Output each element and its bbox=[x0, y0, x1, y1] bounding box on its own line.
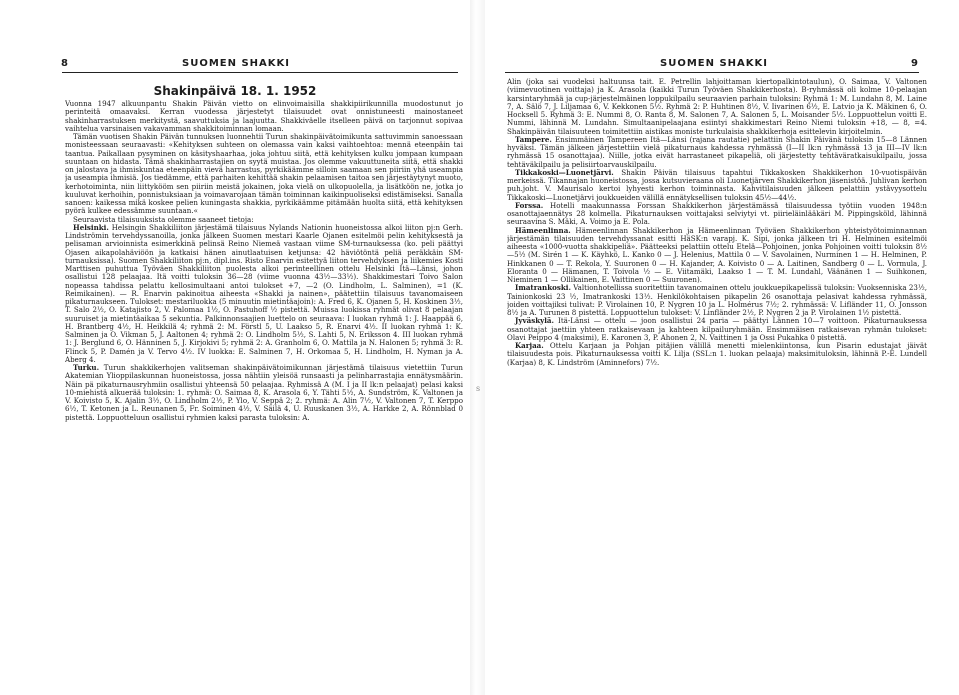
paragraph bbox=[507, 284, 927, 317]
paragraph-text: Hämeenlinnan Shakkikerhon ja Hämeenlinnan Työväen Shakkikerhon yhteistyötoiminnannan järjestämän tilaisuuden tervehdyssanat esitti HäSK:n varapj. K. Sipi, jonka jälkeen tri H. Helminen esitelmöi aiheesta «1000-vuotta shakkipeliä». Päätteeksi pelattiin ottelu Etelä—Pohjoinen, jonka Pohjoinen voitti tuloksin 8½—5½ (M. Sirén 1 — K. Käyhkö, L. Kanko 0 — J. Helenius, Mattila 0 — V. Savolainen, Nurminen 1 — H. Helminen, P. Hinkkanen 0 — T. Rekola, Y. Suuronen 0 — H. Kajander, A. Koivisto 0 — A. Laitinen, Sandberg 0 — L. Vormula, J. Eloranta 0 — Hämanen, T. Toivola ½ — E. Viitamäki, Laakso 1 — T. M. Lundahl, Väänänen 1 — Suihkonen, Nieminen 1 — Ollikainen, E. Vaittinen 0 — Suuronen). bbox=[507, 225, 927, 284]
paragraph bbox=[507, 342, 927, 367]
section-heading: Tikkakoski—Luonetjärvi. bbox=[515, 167, 614, 177]
paragraph-text: Alin (joka sai vuodeksi haltuunsa tait. E. Petrellin lahjoittaman kiertopalkintotaulun), O. Saimaa, V. Valtonen (viimevuotinen voittaja) ja K. Arasola (kaikki Turun Työväen Shakkikerhosta). B-ryhmässä oli kolme 10-pelaajan karsintaryhmää ja cup-järjestelmäinen loppukilpailu seuraavien parhain tuloksin: Ryhmä 1: M. Lundahn 8, M. Laine 7, A. Sälö 7, J. Liljamaa 6, V. Kekkonen 5½. Ryhmä 2: P. Huhtinen 8½, V. Iivarinen 6½, E. Latvio ja K. Mäkinen 6, O. Hocksell 5. Ryhmä 3: E. Nummi 8, O. Ranta 8, M. Salonen 7, A. Salonen 5, L. Moisander 5½. Loppuottelun voitti E. Nummi, lähinnä M. Lundahn. Simultaanipelaajana esiintyi shakkimestari Reino Niemi tuloksin +18, — 8, =4. Shakinpäivän tilaisuuteen toimitettiin aistikas moniste turkulaisia shakkikerhoja esittelevin kirjoitelmin. bbox=[507, 78, 927, 136]
paragraph bbox=[507, 136, 927, 169]
right-page bbox=[485, 0, 959, 695]
paragraph-text: Hotelli maakunnassa Forssan Shakkikerhon järjestämässä tilaisuudessa työtiin vuoden 1948:n osanottajaennätys 28 kolmella. Pikaturnauksen voittajaksi selviytyi vt. piirieläinlääkäri M. Pippingsköld, lähinnä seuraavina S. Mäki, A. Voimo ja E. Pola. bbox=[507, 200, 927, 227]
running-title-left: SUOMEN SHAKKI bbox=[182, 58, 290, 69]
section-heading: Helsinki. bbox=[73, 222, 109, 232]
paragraph bbox=[65, 224, 463, 364]
paragraph bbox=[507, 202, 927, 227]
paragraph bbox=[507, 227, 927, 285]
right-text-column bbox=[507, 78, 927, 690]
paragraph bbox=[65, 364, 463, 422]
left-text-column bbox=[65, 100, 463, 690]
paragraph-text: Turun shakkikerhojen valitseman shakinpäivätoimikunnan järjestämä tilaisuus vietettiin Turun Akatemian Ylioppilaskunnan huoneistossa, jossa nähtiin yleisöä runsaasti ja pelinharrastajia ennätysmäärin. Näin pä pikaturnausryhmiin osallistui yhteensä 50 pelaajaa. Ryhmissä A (M. I ja II lk:n pelaajat) pelasi kaksi 10-miehistä alkuerää tuloksin: 1. ryhmä: O. Saimaa 8, K. Arasola 6, Y. Tähti 5½, A. Sundström, K. Valtonen ja V. Koivisto 5, K. Ajalin 3½, O. Lindholm 2½, P. Ylo, V. Seppä 2; 2. ryhmä: A. Alin 7½, V. Valtonen 7, T. Kerppo 6½, T. Ketonen ja L. Reunanen 5, Fr. Soiminen 4½, V. Säilä 4, U. Ruuskanen 3½, A. Harkke 2, A. Rönnblad 0 pistettä. Loppuotteluun osallistui ryhmien kaksi parasta tuloksin: A. bbox=[65, 363, 463, 422]
running-head-right bbox=[505, 58, 919, 73]
paragraph bbox=[65, 133, 463, 216]
section-heading: Tampere. bbox=[515, 134, 552, 144]
page-number-right: 9 bbox=[911, 58, 919, 69]
section-heading: Forssa. bbox=[515, 200, 544, 210]
paragraph-text: Seuraavista tilaisuuksista olemme saaneet tietoja: bbox=[73, 214, 254, 224]
paragraph-text: Vuonna 1947 alkuunpantu Shakin Päivän vietto on elinvoimaisilla shakkipiirikunnilla muodostunut jo perinteitä omaavaksi. Kerran vuodessa järjestetyt tilaisuudet ovat onnistuneesti mainostaneet shakinharrastuksen merkitystä, saavuttuksia ja laajuutta. Shakkiväelle itselleen päivä on tarjonnut sopivaa vaihtelua varsinaisen vakavamman shakkitoiminnan lomaan. bbox=[65, 100, 463, 133]
running-title-right: SUOMEN SHAKKI bbox=[660, 58, 768, 69]
paragraph-text: Valtionhotellissa suoritettiin tavanomainen ottelu joukkuepikapelissä tuloksin: Vuoksenniska 23½, Tainionkoski 23 ½, Imatrankoski 13½. Henkilökohtaisen pikapelin 26 osanottaja pelasivat kahdessa ryhmässä, joiden voittajiksi tulivat: P. Virolainen 10, P. Nygren 10 ja L. Holmérus 7½; 2. ryhmässä: V. Lifländer 11, O. Jonsson 8½ ja A. Turunen 8 pistettä. Loppuottelun tulokset: V. Linfländer 2½, P. Nygren 2 ja P. Virolainen 1½ pistettä. bbox=[507, 283, 927, 317]
paragraph bbox=[507, 169, 927, 202]
section-heading: Hämeenlinna. bbox=[515, 225, 571, 235]
paragraph-text: Shakin Päivän tilaisuus tapahtui Tikkakosken Shakkikerhon 10-vuotispäivän merkeissä. Tikannajan huoneistossa, jossa kutsuvieraana oli Luonetjärven Shakkikerhon jäsenistöä. Juhlivan kerhon puh.joht. V. Maurisalo kertoi lyhyesti kerhon toiminnasta. Kahvitilaisuuden jälkeen pelattiin ystävyysottelu Tikkakoski—Luonetjärvi joukkueiden välillä ennätyksellisen tuloksin 45½—44½. bbox=[507, 167, 927, 202]
paragraph bbox=[65, 100, 463, 133]
paragraph-text: Tämän vuotisen Shakin Päivän tunnuksen luonnehtii Turun shakinpäivätoimikunta sattuvimmin sanoessaan monisteessaan seuraavasti: «Kehityksen suhteen on olemassa vain kaksi vaihtoehtoa: mennä eteenpäin tai taantua. Paikallaan pysyminen on käsityshaarhaa, joka johtuu siitä, että kehityksen kulku jompaan kumpaan suuntaan on hidasta. Tämä shakinharrastajien on syytä muistaa. Jos olemme vakuuttuneita siitä, että shakki on jalostava ja ihmiskuntaa eteenpäin vievä harrastus, pyrkikäämme silloin saamaan sen piiriin yhä useampia ja useampia ihmisiä. Jos tiedämme, että parhaiten kehittää shakin pelaamisen taitoa sen järjestäytynyt muoto, kerhotoiminta, niin liittykööm sen piiriin meistä jokainen, joka vielä on ulkopuolella, ja lisätköön ne, jotka jo kuuluvat kerhoihin, ponnistuksiaan ja voimavarojaan tämän toiminnan kaikinpuoliseksi edistämiseksi. Sanalla sanoen: kaikessa mikä koskee pelien kuningasta shakkia, pyrkikäämme pitämään huolta siitä, että kehityksen pyörä kulkee edessämme suuntaan.« bbox=[65, 132, 463, 216]
page-gutter bbox=[470, 0, 485, 695]
section-heading: Karjaa. bbox=[515, 341, 544, 350]
section-heading: Jyväskylä. bbox=[515, 316, 554, 326]
article-headline: Shakinpäivä 18. 1. 1952 bbox=[153, 84, 317, 98]
section-heading: Imatrankoski. bbox=[515, 283, 571, 293]
paragraph bbox=[507, 317, 927, 342]
section-heading: Turku. bbox=[73, 363, 100, 372]
margin-mark: s bbox=[476, 384, 481, 393]
running-head-left bbox=[62, 58, 458, 73]
page-number-left: 8 bbox=[61, 58, 69, 69]
paragraph-text: Helsingin Shakkiliiton järjestämä tilaisuus Nylands Nationin huoneistossa alkoi liiton pj:n Gerh. Lindströmin tervehdyssanoilla, jonka jälkeen Suomen mestari Kaarle Ojanen esitelmöi pelin kehityksestä ja pelisaman arvioinnista esimerkkinä pelinsä Reino Niemeä vastaan viime SM-turnauksessa (ko. peli päättyi Ojasen aikapolahäviöön ja katkaisi hänen ainutlaatuisen ketjunsa: 42 häviötöntä peliä peräkkäin SM-turnauksissa). Suomen Shakkiliiton pj:n, dipl.ins. Risto Enarvin esitettyä liiton tervehdyksen ja liikemies Kosti Marttisen puhuttua Työväen Shakkiliiton puolesta alkoi perinteellinen ottelu Helsinki Itä—Länsi, johon osallistui 128 pelaajaa. Itä voitti tuloksin 36—28 (viime vuonna 43½—33½). Shakkimestari Toivo Salon nopeassa tahdissa pelattu kellosimultaani antoi tulokset +7, —2 (O. Lindholm, L. Salminen), =1 (K. Reimikainen). — R. Enarvin pakinoitua aiheesta «Shakki ja nainen», päätettiin tilaisuus tavanomaiseen pikaturnaukseen. Tulokset: mestariluokka (5 minuutin mietintäajoin): A. Fred 6, K. Ojanen 5, H. Koskinen 3½, T. Salo 2½, O. Katajisto 2, V. Palomaa 1½, O. Pastuhoff ½ pistettä. Muissa luokissa ryhmät olivat 8 pelaajan suuruiset ja mietintäaikaa 5 sekuntia. Palkinnonsaajien luettelo on seuraava: I luokan ryhmä 1: J. Haappää 6, H. Brantberg 4½, H. Heikkilä 4; ryhmä 2: M. Förstl 5, U. Laakso 5, R. Enarvi 4½. II luokan ryhmä 1: K. Salminen ja O. Vikman 5, J. Aaltonen 4; ryhmä 2: O. Lindholm 5½, S. Lahti 5, N. Eriksson 4. III luokan ryhmä 1: J. Berglund 6, O. Hänninen 5, J. Kirjokivi 5; ryhmä 2: A. Granholm 6, O. Mattila ja N. Halonen 5; ryhmä 3: R. Flinck 5, P. Damén ja V. Tervo 4½. IV luokka: E. Salminen 7, H. Orkomaa 5, H. Lindholm, H. Nyman ja A. Aberg 4. bbox=[65, 222, 463, 364]
paragraph bbox=[507, 78, 927, 136]
left-page bbox=[0, 0, 470, 695]
paragraph-text: Ensimmäinen Tampereen Itä—Länsi (rajana rautatie) pelattiin Shakin Päivänä tuloksin 15—8 Lännen hyväksi. Tämän jälkeen järjestettiin vielä pikaturnaus kahdessa ryhmässä (I—II lk:n ryhmässä 13 ja III—IV lk:n ryhmässä 15 osanottajaa). Niille, jotka eivät harrastaneet pikapeliä, oli järjestetty tehtäväratkaisukilpailu, jossa tehtäväkilpailu ja pelisiirtoarvauskilpailu. bbox=[507, 134, 927, 169]
paragraph-text: Itä-Länsi — ottelu — joon osallistui 24 paria — päättyi Lännen 10—7 voittoon. Pikaturnauksessa osanottajat jaettiin yhteen ratkaisevaan ja kahteen kilpailuryhmään. Ensimmäisen ratkaisevan ryhmän tulokset: Olavi Peippo 4 (maksimi), E. Karonen 3, P. Ahonen 2, N. Vaittinen 1 ja Ossi Pukahka 0 pistettä. bbox=[507, 316, 927, 342]
paragraph-text: Ottelu Karjaan ja Pohjan pitäjien välillä menetti mielenkiintonsa, kun Pisarin edustajat jäivät tilaisuudesta pois. Pikaturnauksessa voitti K. Lilja (SSL:n 1. luokan pelaaja) maksimituloksin, lähinnä P.-E. Lundell (Karjaa) 8, K. Lindström (Aminnefors) 7½. bbox=[507, 341, 927, 367]
